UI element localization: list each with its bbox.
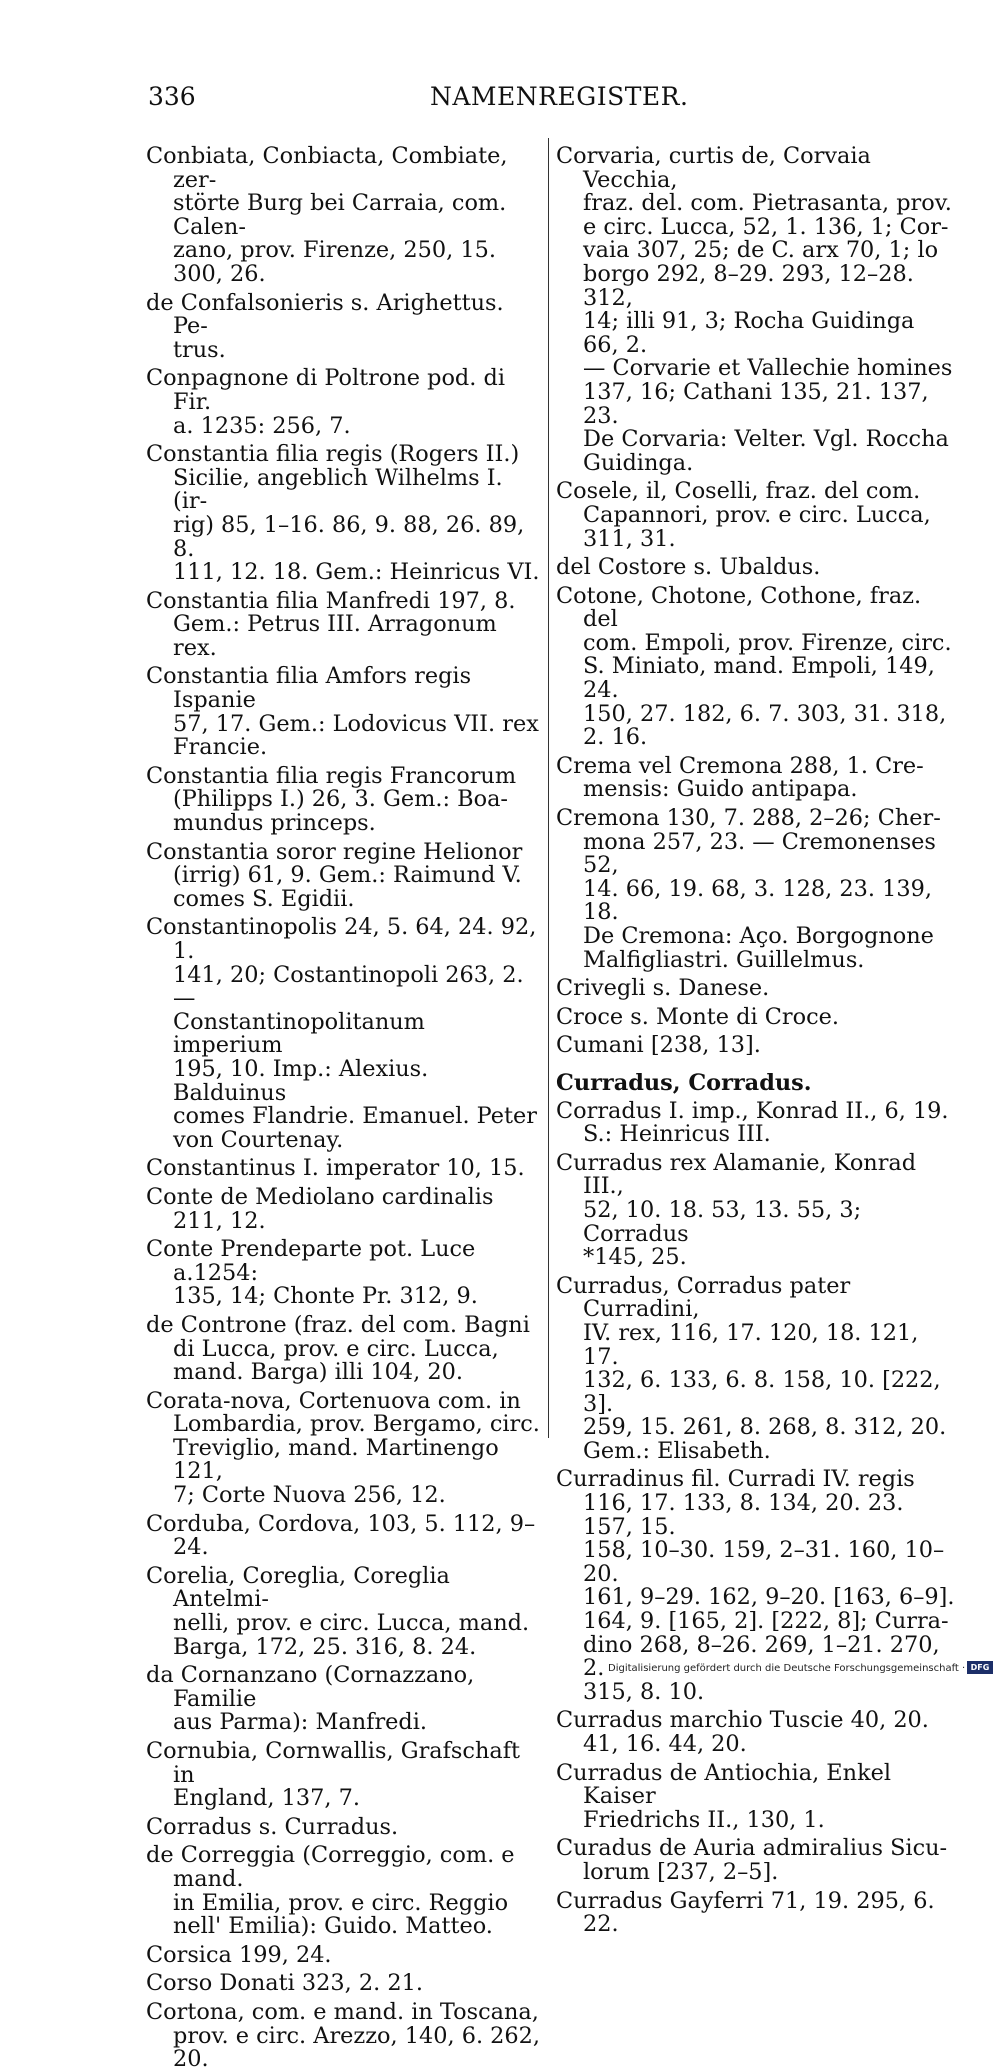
index-entry: Curradus rex Alamanie, Konrad III., 52, 10. 18. 53, 13. 55, 3; Corradus *145, 25. <box>556 1149 917 1271</box>
index-entry: da Cornanzano (Cornazzano, Familie aus Parma): Manfredi. <box>146 1662 475 1736</box>
index-entry: Cortona, com. e mand. in Toscana, prov. e circ. Arezzo, 140, 6. 262, 20. <box>146 1998 541 2072</box>
index-entry: del Costore s. Ubaldus. <box>556 554 821 581</box>
index-entry: Corduba, Cordova, 103, 5. 112, 9–24. <box>146 1510 536 1561</box>
index-entry: de Controne (fraz. del com. Bagni di Lucca, prov. e circ. Lucca, mand. Barga) illi 104, 20. <box>146 1311 530 1386</box>
index-entry: Corelia, Coreglia, Coreglia Antelmi- nelli, prov. e circ. Lucca, mand. Barga, 172, 25. 316, 8. 24. <box>146 1562 530 1660</box>
section-heading: Curradus, Corradus. <box>556 1069 812 1096</box>
index-entry: Cosele, il, Coselli, fraz. del com. Capannori, prov. e circ. Lucca, 311, 31. <box>556 478 931 552</box>
index-entry: Constantia filia regis (Rogers II.) Sicilie, angeblich Wilhelms I. (ir- rig) 85, 1–16. 86, 9. 88, 26. 89, 8. 111, 12. 18. Gem.: Heinricus VI. <box>146 441 540 586</box>
index-entry: Crema vel Cremona 288, 1. Cre- mensis: Guido antipapa. <box>556 752 924 803</box>
page-number: 336 <box>148 82 196 111</box>
index-entry: Cremona 130, 7. 288, 2–26; Cher- mona 257, 23. — Cremonenses 52, 14. 66, 19. 68, 3. 128, 23. 139, 18. De Cremona: Aço. Borgognone Malfigliastri. Guillelmus. <box>556 805 941 973</box>
index-entry: Crivegli s. Danese. <box>556 975 770 1002</box>
running-title: NAMENREGISTER. <box>430 82 689 111</box>
right-column-entries-a <box>556 145 956 1058</box>
index-entry: Corradus s. Curradus. <box>146 1813 399 1840</box>
index-entry: Constantinopolis 24, 5. 64, 24. 92, 1. 141, 20; Costantinopoli 263, 2. — Constantinopolitanum imperium 195, 10. Imp.: Alexius. Balduinus comes Flandrie. Emanuel. Peter von Courtenay. <box>146 914 537 1153</box>
index-entry: Constantia filia regis Francorum (Philipps I.) 26, 3. Gem.: Boa- mundus princeps. <box>146 762 517 837</box>
column-divider <box>548 138 549 1438</box>
index-entry: Croce s. Monte di Croce. <box>556 1003 839 1030</box>
index-entry: Cornubia, Cornwallis, Grafschaft in England, 137, 7. <box>146 1738 521 1812</box>
index-entry: Corso Donati 323, 2. 21. <box>146 1970 423 1997</box>
left-column <box>146 145 541 2072</box>
index-entry: Curradinus fil. Curradi IV. regis 116, 17. 133, 8. 134, 20. 23. 157, 15. 158, 10–30. 159, 2–31. 160, 10–20. 161, 9–29. 162, 9–20. [163, 6–9]. 164, 9. [165, 2]. [222, 8]; Curra- dino 268, 8–26. 269, 1–21. 270, 2. 315, 8. 10. <box>556 1466 955 1705</box>
index-entry: de Confalsonieris s. Arighettus. Pe- trus. <box>146 289 504 363</box>
index-entry: Curradus, Corradus pater Curradini, IV. rex, 116, 17. 120, 18. 121, 17. 132, 6. 133, 6. 8. 158, 10. [222, 3]. 259, 15. 261, 8. 268, 8. 312, 20. Gem.: Elisabeth. <box>556 1272 947 1464</box>
right-column-entries-b <box>556 1097 956 1938</box>
index-entry: Constantia soror regine Helionor (irrig) 61, 9. Gem.: Raimund V. comes S. Egidii. <box>146 838 523 912</box>
index-entry: Curadus de Auria admiralius Sicu- lorum [237, 2–5]. <box>556 1835 948 1885</box>
index-entry: Curradus Gayferri 71, 19. 295, 6. 22. <box>556 1887 935 1938</box>
index-entry: Cumani [238, 13]. <box>556 1032 761 1059</box>
footer-credit: Digitalisierung gefördert durch die Deutsche Forschungsgemeinschaft · <box>608 1663 966 1674</box>
index-entry: Curradus marchio Tuscie 40, 20. 41, 16. 44, 20. <box>556 1707 929 1757</box>
index-entry: Corradus I. imp., Konrad II., 6, 19. S.: Heinricus III. <box>556 1097 949 1148</box>
index-entry: Cotone, Chotone, Cothone, fraz. del com. Empoli, prov. Firenze, circ. S. Miniato, mand. Empoli, 149, 24. 150, 27. 182, 6. 7. 303, 31. 318, 2. 16. <box>556 582 952 751</box>
index-entry: Conte Prendeparte pot. Luce a.1254: 135, 14; Chonte Pr. 312, 9. <box>146 1236 478 1310</box>
index-entry: Conpagnone di Poltrone pod. di Fir. a. 1235: 256, 7. <box>146 365 505 439</box>
index-entry: de Correggia (Correggio, com. e mand. in Emilia, prov. e circ. Reggio nell' Emilia): Guido. Matteo. <box>146 1842 515 1940</box>
index-entry: Corvaria, curtis de, Corvaia Vecchia, fraz. del. com. Pietrasanta, prov. e circ. Lucca, 52, 1. 136, 1; Cor- vaia 307, 25; de C. arx 70, 1; lo borgo 292, 8–29. 293, 12–28. 312, 14; illi 91, 3; Rocha Guidinga 66, 2. — Corvarie et Vallechie homines 137, 16; Cathani 135, 21. 137, 23. De Corvaria: Velter. Vgl. Roccha Guidinga. <box>556 143 953 476</box>
index-entry: Constantinus I. imperator 10, 15. <box>146 1155 525 1182</box>
dfg-logo: DFG <box>967 1661 993 1674</box>
index-entry: Corata-nova, Cortenuova com. in Lombardia, prov. Bergamo, circ. Treviglio, mand. Martinengo 121, 7; Corte Nuova 256, 12. <box>146 1387 540 1509</box>
index-entry: Conbiata, Conbiacta, Combiate, zer- störte Burg bei Carraia, com. Calen- zano, prov. Firenze, 250, 15. 300, 26. <box>146 143 508 287</box>
index-entry: Curradus de Antiochia, Enkel Kaiser Friedrichs II., 130, 1. <box>556 1759 892 1833</box>
index-entry: Conte de Mediolano cardinalis 211, 12. <box>146 1183 494 1234</box>
index-entry: Constantia filia Manfredi 197, 8. Gem.: Petrus III. Arragonum rex. <box>146 587 516 661</box>
index-entry: Constantia filia Amfors regis Ispanie 57, 17. Gem.: Lodovicus VII. rex Francie. <box>146 663 539 761</box>
index-entry: Corsica 199, 24. <box>146 1941 332 1968</box>
